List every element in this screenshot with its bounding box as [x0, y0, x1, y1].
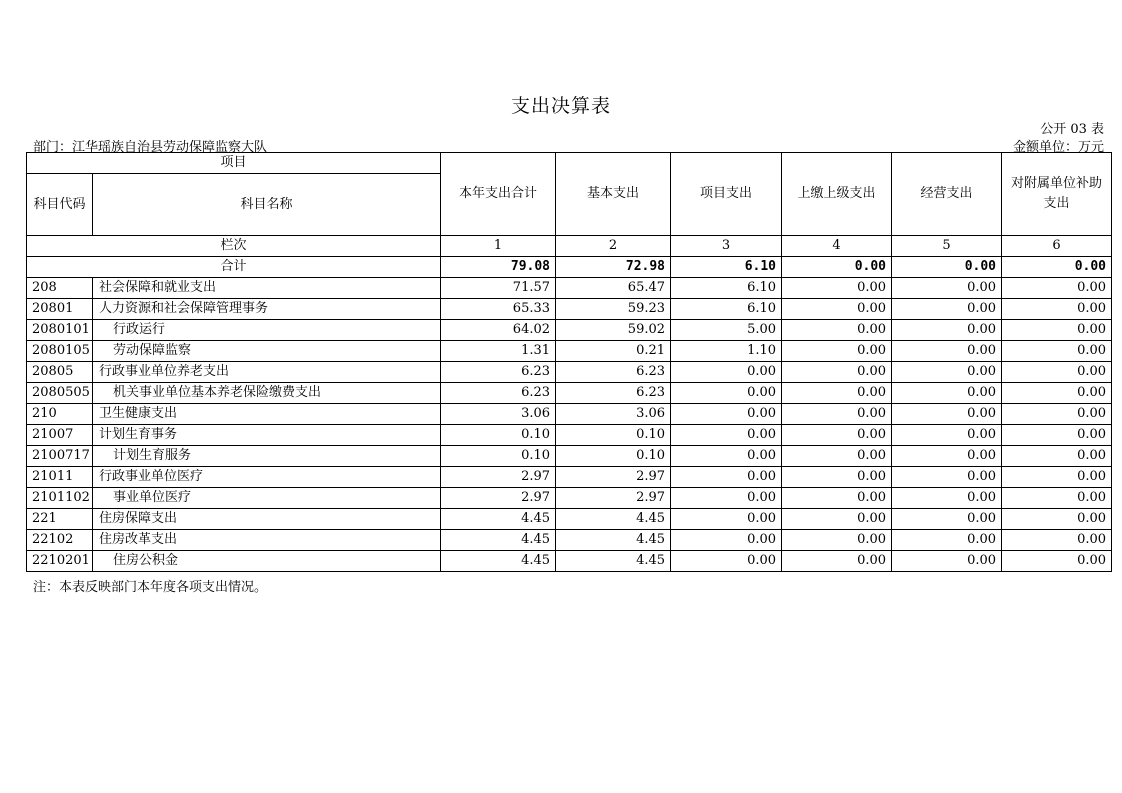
amount-cell: 0.00: [782, 404, 892, 425]
amount-cell: 5.00: [671, 320, 782, 341]
amount-cell: 0.00: [671, 404, 782, 425]
header-code: 科目代码: [27, 174, 93, 236]
subject-name: 行政运行: [93, 320, 441, 341]
amount-cell: 59.02: [556, 320, 671, 341]
table-row: [27, 488, 1112, 509]
subject-code: 208: [27, 278, 93, 299]
subject-code: 221: [27, 509, 93, 530]
amount-cell: 0.00: [1002, 509, 1112, 530]
amount-cell: 0.00: [1002, 551, 1112, 572]
total-value: 6.10: [671, 257, 782, 278]
amount-cell: 0.00: [782, 425, 892, 446]
amount-cell: 0.00: [671, 530, 782, 551]
amount-cell: 2.97: [556, 488, 671, 509]
amount-cell: 0.00: [1002, 530, 1112, 551]
amount-cell: 0.00: [892, 362, 1002, 383]
amount-cell: 0.00: [782, 509, 892, 530]
amount-cell: 0.00: [892, 488, 1002, 509]
subject-name: 卫生健康支出: [93, 404, 441, 425]
table-row: [27, 299, 1112, 320]
table-row: [27, 320, 1112, 341]
table-row: [27, 425, 1112, 446]
amount-cell: 6.23: [441, 362, 556, 383]
amount-cell: 4.45: [556, 509, 671, 530]
header-project: 项目支出: [671, 153, 782, 236]
amount-cell: 4.45: [441, 551, 556, 572]
amount-cell: 0.00: [671, 362, 782, 383]
subject-code: 2210201: [27, 551, 93, 572]
header-business: 经营支出: [892, 153, 1002, 236]
table-row: [27, 383, 1112, 404]
page-title: 支出决算表: [510, 95, 611, 117]
table-row: [27, 551, 1112, 572]
amount-cell: 0.00: [782, 278, 892, 299]
table-row: [27, 530, 1112, 551]
amount-cell: 0.00: [1002, 383, 1112, 404]
subject-code: 20801: [27, 299, 93, 320]
subject-name: 事业单位医疗: [93, 488, 441, 509]
amount-cell: 0.10: [441, 446, 556, 467]
amount-cell: 4.45: [556, 530, 671, 551]
total-value: 0.00: [782, 257, 892, 278]
table-row: [27, 404, 1112, 425]
subject-name: 机关事业单位基本养老保险缴费支出: [93, 383, 441, 404]
amount-cell: 0.00: [782, 551, 892, 572]
amount-cell: 0.00: [1002, 341, 1112, 362]
amount-cell: 0.00: [892, 425, 1002, 446]
total-row: [27, 257, 1112, 278]
amount-cell: 2.97: [556, 467, 671, 488]
amount-cell: 0.00: [782, 299, 892, 320]
subject-code: 210: [27, 404, 93, 425]
amount-cell: 1.10: [671, 341, 782, 362]
total-value: 0.00: [1002, 257, 1112, 278]
footnote: 注：本表反映部门本年度各项支出情况。: [33, 580, 268, 595]
amount-cell: 0.00: [892, 551, 1002, 572]
amount-cell: 65.33: [441, 299, 556, 320]
amount-cell: 0.00: [782, 467, 892, 488]
column-number: 4: [782, 236, 892, 257]
amount-cell: 0.00: [782, 341, 892, 362]
amount-cell: 1.31: [441, 341, 556, 362]
department-label: 部门：江华瑶族自治县劳动保障监察大队: [33, 140, 268, 155]
amount-cell: 59.23: [556, 299, 671, 320]
subject-name: 计划生育服务: [93, 446, 441, 467]
subject-name: 计划生育事务: [93, 425, 441, 446]
header-row-item: [27, 153, 1112, 174]
column-number: 1: [441, 236, 556, 257]
table-row: [27, 362, 1112, 383]
amount-cell: 0.00: [782, 320, 892, 341]
amount-cell: 0.00: [892, 278, 1002, 299]
subject-code: 22102: [27, 530, 93, 551]
amount-cell: 0.00: [782, 530, 892, 551]
amount-cell: 0.00: [671, 509, 782, 530]
amount-cell: 65.47: [556, 278, 671, 299]
amount-cell: 3.06: [441, 404, 556, 425]
amount-cell: 4.45: [441, 509, 556, 530]
subject-name: 住房改革支出: [93, 530, 441, 551]
amount-cell: 0.00: [671, 488, 782, 509]
table-row: [27, 278, 1112, 299]
subject-code: 21011: [27, 467, 93, 488]
header-subsidy: 对附属单位补助支出: [1002, 153, 1112, 236]
expenditure-table: [26, 152, 1112, 572]
amount-cell: 0.10: [556, 446, 671, 467]
amount-cell: 0.00: [782, 488, 892, 509]
amount-cell: 6.10: [671, 299, 782, 320]
subject-name: 行政事业单位养老支出: [93, 362, 441, 383]
subject-code: 2080101: [27, 320, 93, 341]
column-order-row: [27, 236, 1112, 257]
table-row: [27, 446, 1112, 467]
amount-cell: 0.00: [892, 383, 1002, 404]
amount-cell: 2.97: [441, 467, 556, 488]
amount-unit-label: 金额单位：万元: [1012, 140, 1104, 155]
amount-cell: 0.00: [671, 425, 782, 446]
column-number: 3: [671, 236, 782, 257]
subject-code: 21007: [27, 425, 93, 446]
subject-name: 社会保障和就业支出: [93, 278, 441, 299]
total-value: 79.08: [441, 257, 556, 278]
total-label: 合计: [27, 257, 441, 278]
amount-cell: 0.00: [671, 446, 782, 467]
amount-cell: 0.00: [1002, 320, 1112, 341]
subject-name: 行政事业单位医疗: [93, 467, 441, 488]
subject-code: 2080505: [27, 383, 93, 404]
amount-cell: 0.00: [671, 551, 782, 572]
amount-cell: 0.00: [892, 320, 1002, 341]
amount-cell: 0.00: [671, 383, 782, 404]
amount-cell: 0.00: [782, 446, 892, 467]
amount-cell: 0.00: [782, 362, 892, 383]
header-upper: 上缴上级支出: [782, 153, 892, 236]
subject-name: 住房保障支出: [93, 509, 441, 530]
amount-cell: 6.23: [556, 362, 671, 383]
amount-cell: 0.00: [782, 383, 892, 404]
amount-cell: 0.00: [1002, 467, 1112, 488]
amount-cell: 0.00: [892, 509, 1002, 530]
header-item: 项目: [27, 153, 441, 174]
amount-cell: 6.10: [671, 278, 782, 299]
amount-cell: 0.00: [1002, 488, 1112, 509]
amount-cell: 0.00: [1002, 446, 1112, 467]
subject-code: 2101102: [27, 488, 93, 509]
subject-name: 人力资源和社会保障管理事务: [93, 299, 441, 320]
column-number: 2: [556, 236, 671, 257]
amount-cell: 0.00: [892, 299, 1002, 320]
total-value: 72.98: [556, 257, 671, 278]
header-name: 科目名称: [93, 174, 441, 236]
amount-cell: 2.97: [441, 488, 556, 509]
column-number: 6: [1002, 236, 1112, 257]
amount-cell: 0.00: [892, 467, 1002, 488]
amount-cell: 0.10: [556, 425, 671, 446]
amount-cell: 4.45: [441, 530, 556, 551]
table-row: [27, 509, 1112, 530]
column-number: 5: [892, 236, 1002, 257]
amount-cell: 71.57: [441, 278, 556, 299]
amount-cell: 0.00: [892, 530, 1002, 551]
header-total: 本年支出合计: [441, 153, 556, 236]
amount-cell: 0.21: [556, 341, 671, 362]
form-number: 公开 03 表: [1040, 122, 1104, 137]
amount-cell: 0.00: [892, 446, 1002, 467]
amount-cell: 6.23: [556, 383, 671, 404]
amount-cell: 0.00: [892, 341, 1002, 362]
total-value: 0.00: [892, 257, 1002, 278]
amount-cell: 0.00: [1002, 404, 1112, 425]
subject-name: 住房公积金: [93, 551, 441, 572]
amount-cell: 64.02: [441, 320, 556, 341]
subject-name: 劳动保障监察: [93, 341, 441, 362]
amount-cell: 4.45: [556, 551, 671, 572]
amount-cell: 0.00: [1002, 362, 1112, 383]
subject-code: 20805: [27, 362, 93, 383]
table-row: [27, 467, 1112, 488]
amount-cell: 3.06: [556, 404, 671, 425]
subject-code: 2080105: [27, 341, 93, 362]
amount-cell: 0.00: [1002, 278, 1112, 299]
amount-cell: 6.23: [441, 383, 556, 404]
column-order-label: 栏次: [27, 236, 441, 257]
table-row: [27, 341, 1112, 362]
amount-cell: 0.00: [892, 404, 1002, 425]
amount-cell: 0.00: [1002, 425, 1112, 446]
amount-cell: 0.00: [671, 467, 782, 488]
subject-code: 2100717: [27, 446, 93, 467]
amount-cell: 0.00: [1002, 299, 1112, 320]
header-basic: 基本支出: [556, 153, 671, 236]
amount-cell: 0.10: [441, 425, 556, 446]
